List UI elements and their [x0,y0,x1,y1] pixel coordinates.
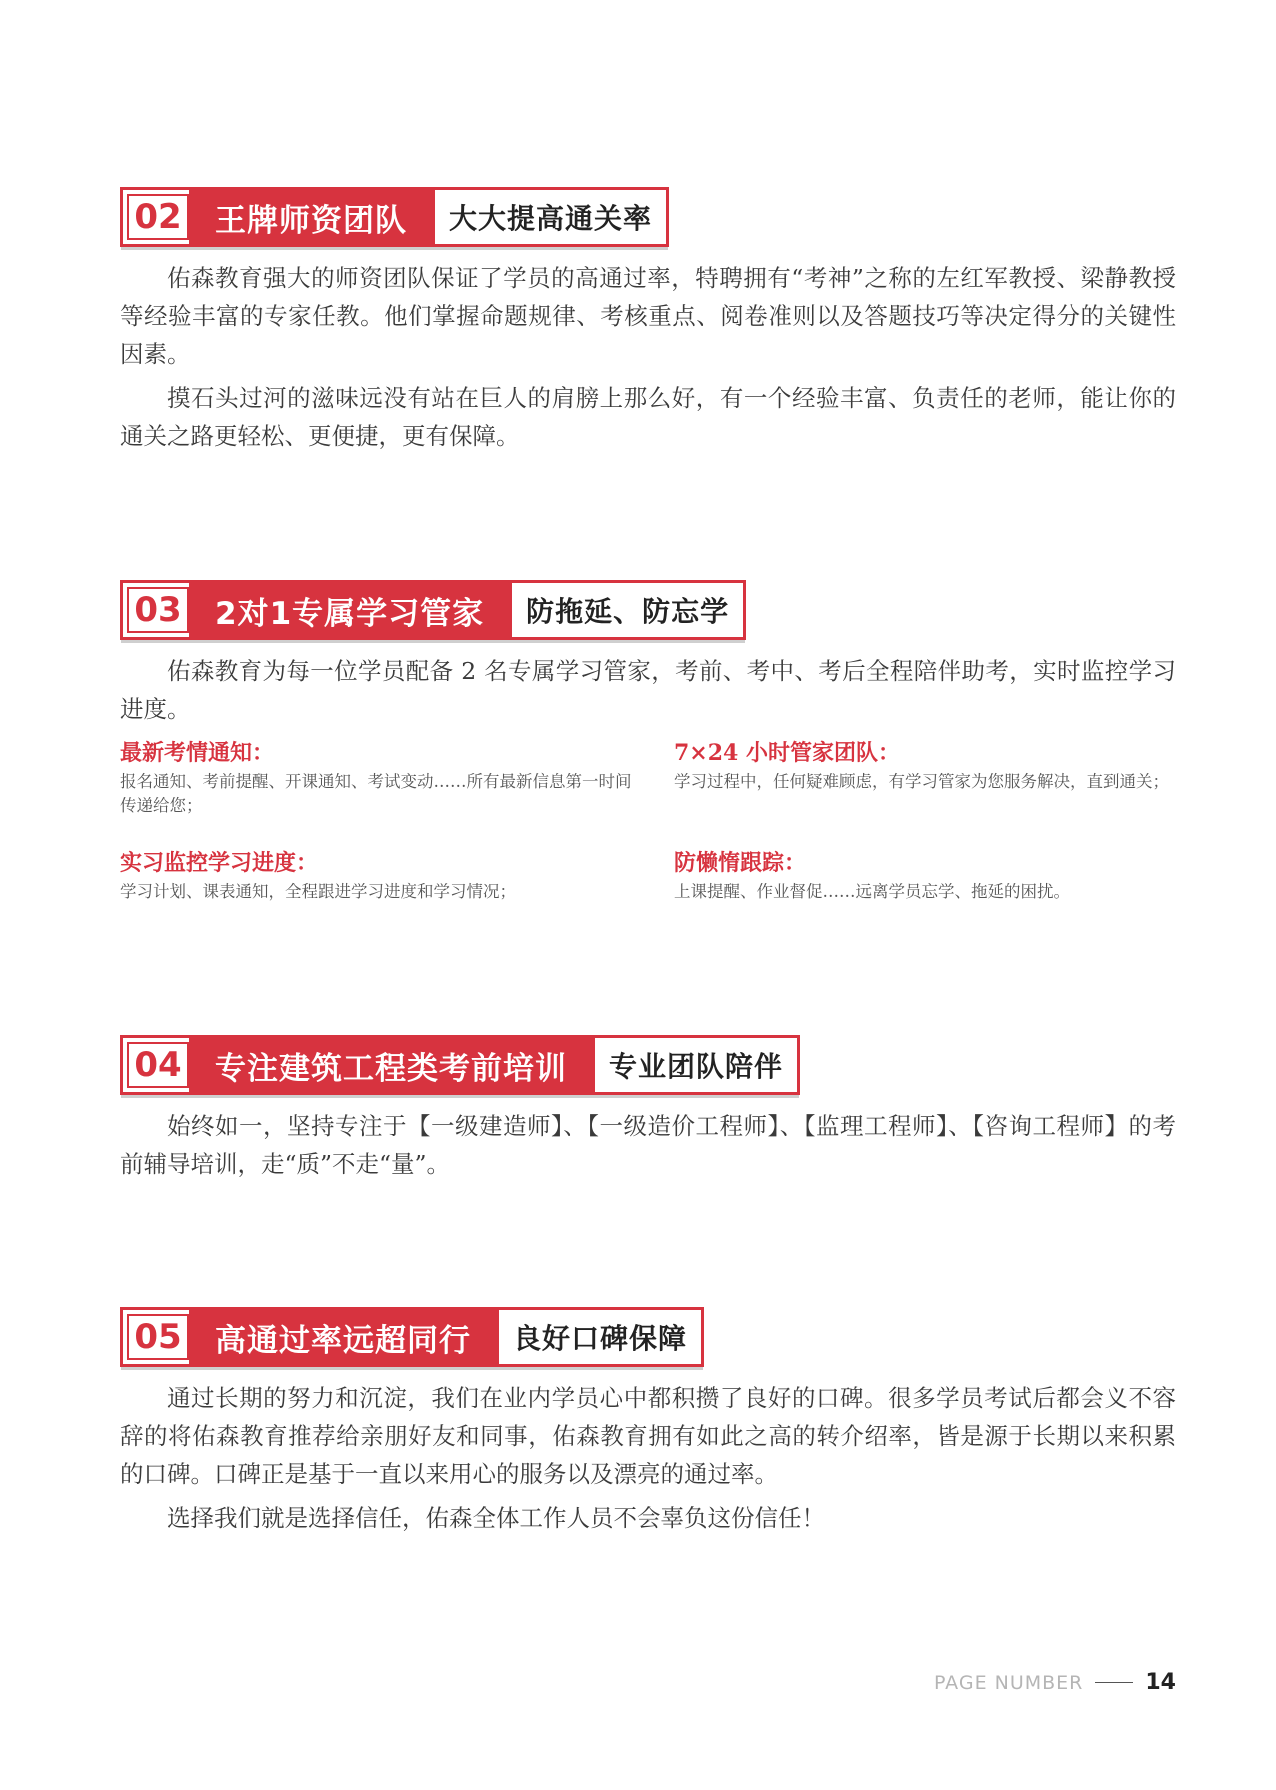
paragraph: 摸石头过河的滋味远没有站在巨人的肩膀上那么好，有一个经验丰富、负责任的老师，能让你的通关之路更轻松、更便捷，更有保障。 [120,384,1176,450]
feature-grid [120,738,1176,938]
feature-title: 防懒惰跟踪： [674,850,807,876]
section-subtitle: 专业团队陪伴 [595,1038,797,1092]
paragraph: 始终如一，坚持专注于【一级建造师】、【一级造价工程师】、【监理工程师】、【咨询工程师】的考前辅导培训，走“质”不走“量”。 [120,1112,1176,1178]
section-number: 02 [127,194,189,240]
section-03 [120,580,1176,938]
feature-desc: 学习过程中，任何疑难顾虑，有学习管家为您服务解决，直到通关； [674,772,1169,791]
section-02 [120,187,1176,455]
section-header [120,580,746,640]
section-header [120,187,669,247]
footer-divider [1095,1682,1133,1683]
feature-title: 最新考情通知： [120,740,275,766]
feature-desc: 上课提醒、作业督促……远离学员忘学、拖延的困扰。 [674,882,1070,901]
feature-desc: 报名通知、考前提醒、开课通知、考试变动……所有最新信息第一时间传递给您； [120,772,632,815]
section-header [120,1035,800,1095]
feature-item [120,848,640,904]
section-05 [120,1307,1176,1537]
section-title: 王牌师资团队 [189,190,435,244]
section-subtitle: 良好口碑保障 [499,1310,701,1364]
section-subtitle: 防拖延、防忘学 [512,583,743,637]
section-number: 05 [127,1314,189,1360]
paragraph: 通过长期的努力和沉淀，我们在业内学员心中都积攒了良好的口碑。很多学员考试后都会义不容辞的将佑森教育推荐给亲朋好友和同事，佑森教育拥有如此之高的转介绍率，皆是源于长期以来积累的口碑。口碑正是基于一直以来用心的服务以及漂亮的通过率。 [120,1384,1176,1488]
paragraph: 选择我们就是选择信任，佑森全体工作人员不会辜负这份信任！ [167,1504,825,1532]
feature-title: 7×24 小时管家团队： [674,740,901,766]
section-04 [120,1035,1176,1183]
paragraph: 佑森教育为每一位学员配备 2 名专属学习管家，考前、考中、考后全程陪伴助考，实时监控学习进度。 [120,657,1176,723]
section-number: 03 [127,587,189,633]
paragraph: 佑森教育强大的师资团队保证了学员的高通过率，特聘拥有“考神”之称的左红军教授、梁静教授等经验丰富的专家任教。他们掌握命题规律、考核重点、阅卷准则以及答题技巧等决定得分的关键性因素。 [120,264,1176,368]
feature-item [674,848,1194,904]
section-number: 04 [127,1042,189,1088]
page-number-label: PAGE NUMBER [933,1671,1084,1694]
feature-desc: 学习计划、课表通知，全程跟进学习进度和学习情况； [120,882,516,901]
page-footer [934,1670,1176,1695]
section-title: 专注建筑工程类考前培训 [189,1038,595,1092]
section-title: 2对1专属学习管家 [189,583,512,637]
section-subtitle: 大大提高通关率 [435,190,666,244]
section-header [120,1307,704,1367]
page-number: 14 [1145,1670,1176,1695]
section-title: 高通过率远超同行 [189,1310,499,1364]
feature-title: 实习监控学习进度： [120,850,319,876]
feature-item [674,738,1194,794]
feature-item [120,738,640,818]
